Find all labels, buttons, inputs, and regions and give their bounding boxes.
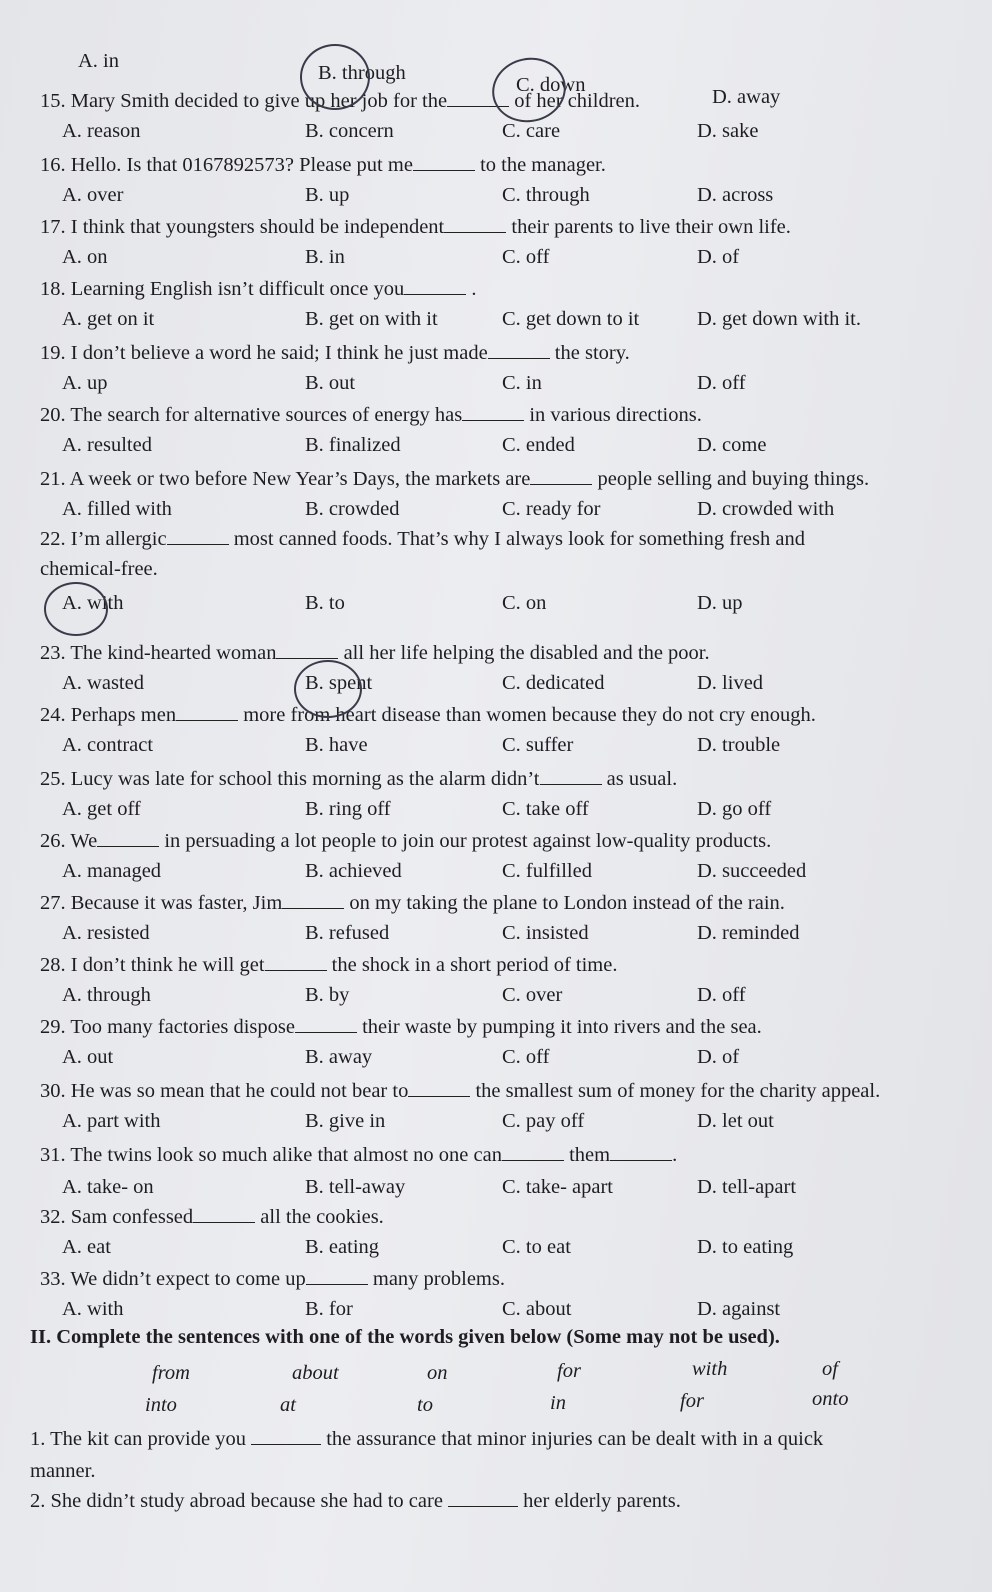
answer-blank[interactable] — [488, 340, 550, 359]
option-b: B. in — [305, 246, 345, 268]
question-text: We didn’t expect to come up — [70, 1268, 306, 1290]
question-text: Because it was faster, Jim — [70, 892, 283, 914]
question-number: 16. — [40, 154, 66, 176]
section-2-item-2 — [30, 1486, 955, 1516]
option-b: B. through — [318, 62, 406, 84]
question-number: 28. — [40, 954, 66, 976]
question-22 — [40, 526, 960, 552]
option-c: C. over — [502, 984, 563, 1006]
question-number: 20. — [40, 404, 66, 426]
question-text: . — [672, 1144, 678, 1166]
question-17 — [40, 214, 960, 240]
word-of: of — [822, 1358, 838, 1380]
option-d: D. trouble — [697, 734, 781, 756]
question-number: 18. — [40, 278, 66, 300]
question-19 — [40, 340, 960, 366]
option-d: D. reminded — [697, 922, 800, 944]
question-28-options — [62, 982, 962, 1008]
option-d: D. up — [697, 592, 743, 614]
answer-blank[interactable] — [306, 1266, 368, 1285]
option-a: A. eat — [62, 1236, 111, 1258]
question-19-options — [62, 370, 962, 396]
option-b: B. away — [305, 1046, 373, 1068]
answer-blank[interactable] — [251, 1426, 321, 1445]
option-c: C. get down to it — [502, 308, 640, 330]
question-28 — [40, 952, 960, 978]
question-text: . — [471, 278, 477, 300]
question-16-options — [62, 182, 962, 208]
option-d: D. against — [697, 1298, 781, 1320]
question-text: their waste by pumping it into rivers and the sea. — [362, 1016, 762, 1038]
question-number: 25. — [40, 768, 66, 790]
question-text: The twins look so much alike that almost no one can — [70, 1144, 502, 1166]
question-30 — [40, 1078, 960, 1104]
word-to: to — [417, 1394, 433, 1416]
option-d: D. get down with it. — [697, 308, 861, 330]
option-b: B. refused — [305, 922, 390, 944]
question-text: them — [569, 1144, 611, 1166]
question-number: 24. — [40, 704, 66, 726]
option-c: C. about — [502, 1298, 572, 1320]
option-a: A. filled with — [62, 498, 172, 520]
question-27-options — [62, 920, 962, 946]
question-18 — [40, 276, 960, 302]
option-c: C. down — [516, 74, 586, 96]
option-b: B. achieved — [305, 860, 402, 882]
question-number: 22. — [40, 528, 66, 550]
option-b: B. concern — [305, 120, 394, 142]
option-c: C. off — [502, 1046, 550, 1068]
question-33-options — [62, 1296, 962, 1322]
question-18-options — [62, 306, 962, 332]
answer-blank[interactable] — [408, 1078, 470, 1097]
pen-circle-mark — [300, 44, 370, 110]
question-number: 21. — [40, 468, 66, 490]
question-text: the shock in a short period of time. — [331, 954, 618, 976]
question-number: 32. — [40, 1206, 66, 1228]
option-d: D. tell-apart — [697, 1176, 797, 1198]
question-text: to the manager. — [480, 154, 606, 176]
question-text: The kind-hearted woman — [70, 642, 277, 664]
option-c: C. insisted — [502, 922, 589, 944]
option-d: D. to eating — [697, 1236, 794, 1258]
answer-blank[interactable] — [448, 1488, 518, 1507]
question-29 — [40, 1014, 960, 1040]
section-2-title: II. Complete the sentences with one of the words given below (Some may not be used). — [30, 1326, 780, 1348]
option-b: B. have — [305, 734, 368, 756]
answer-blank[interactable] — [97, 828, 159, 847]
question-number: 33. — [40, 1268, 66, 1290]
option-c: C. care — [502, 120, 561, 142]
option-c: C. ready for — [502, 498, 601, 520]
option-c: C. off — [502, 246, 550, 268]
word-in: in — [550, 1392, 566, 1414]
question-number: 15. — [40, 90, 66, 112]
option-d: D. across — [697, 184, 774, 206]
word-about: about — [292, 1362, 339, 1384]
option-d: D. succeeded — [697, 860, 807, 882]
option-d: D. off — [697, 372, 746, 394]
question-text: as usual. — [606, 768, 678, 790]
question-text: her elderly parents. — [523, 1490, 681, 1512]
question-number: 19. — [40, 342, 66, 364]
answer-blank[interactable] — [295, 1014, 357, 1033]
question-text: I’m allergic — [70, 528, 167, 550]
answer-blank[interactable] — [540, 766, 602, 785]
pen-circle-mark — [44, 582, 108, 636]
question-31-options — [62, 1174, 962, 1200]
option-a: A. through — [62, 984, 151, 1006]
option-a: A. on — [62, 246, 108, 268]
section-2-item-1 — [30, 1424, 955, 1454]
option-b: B. by — [305, 984, 350, 1006]
answer-blank[interactable] — [530, 466, 592, 485]
question-text: Learning English isn’t difficult once you — [70, 278, 405, 300]
option-a: A. in — [78, 50, 119, 72]
question-text: the story. — [554, 342, 630, 364]
option-b: B. up — [305, 184, 350, 206]
question-text: their parents to live their own life. — [511, 216, 791, 238]
answer-blank[interactable] — [404, 276, 466, 295]
question-number: 23. — [40, 642, 66, 664]
answer-blank[interactable] — [610, 1142, 672, 1161]
option-a: A. managed — [62, 860, 162, 882]
question-text: on my taking the plane to London instead of the rain. — [349, 892, 785, 914]
answer-blank[interactable] — [176, 702, 238, 721]
option-b: B. get on with it — [305, 308, 438, 330]
question-23 — [40, 640, 960, 666]
word-into: into — [145, 1394, 177, 1416]
option-c: C. take off — [502, 798, 589, 820]
question-32-options — [62, 1234, 962, 1260]
answer-blank[interactable] — [282, 890, 344, 909]
question-30-options — [62, 1108, 962, 1134]
question-24-options — [62, 732, 962, 758]
word-at: at — [280, 1394, 296, 1416]
option-c: C. in — [502, 372, 542, 394]
question-text: Hello. Is that 0167892573? Please put me — [70, 154, 413, 176]
answer-blank[interactable] — [265, 952, 327, 971]
question-text: more from heart disease than women because they do not cry enough. — [243, 704, 816, 726]
option-d: D. sake — [697, 120, 759, 142]
option-b: B. for — [305, 1298, 353, 1320]
option-a: A. with — [62, 1298, 124, 1320]
option-a: A. contract — [62, 734, 154, 756]
question-text: A week or two before New Year’s Days, the markets are — [69, 468, 531, 490]
question-27 — [40, 890, 960, 916]
word-on: on — [427, 1362, 448, 1384]
option-b: B. crowded — [305, 498, 400, 520]
question-15-options — [62, 118, 962, 144]
question-text: the smallest sum of money for the charity appeal. — [475, 1080, 881, 1102]
question-text: people selling and buying things. — [597, 468, 870, 490]
answer-blank[interactable] — [444, 214, 506, 233]
question-23-options — [62, 670, 962, 696]
option-b: B. ring off — [305, 798, 391, 820]
question-text: all the cookies. — [260, 1206, 384, 1228]
option-a: A. take- on — [62, 1176, 154, 1198]
question-16 — [40, 152, 960, 178]
question-text: all her life helping the disabled and the poor. — [343, 642, 710, 664]
option-c: C. through — [502, 184, 590, 206]
question-25 — [40, 766, 960, 792]
answer-blank[interactable] — [193, 1204, 255, 1223]
question-text: I think that youngsters should be independent — [70, 216, 445, 238]
word-onto: onto — [812, 1388, 849, 1410]
question-22-continued — [40, 556, 960, 582]
option-c: C. take- apart — [502, 1176, 613, 1198]
question-text: I don’t believe a word he said; I think he just made — [70, 342, 488, 364]
question-text: Perhaps men — [70, 704, 177, 726]
option-a: A. over — [62, 184, 124, 206]
word-for: for — [557, 1360, 581, 1382]
option-a: A. reason — [62, 120, 141, 142]
question-21 — [40, 466, 960, 492]
question-text: We — [70, 830, 98, 852]
option-a: A. up — [62, 372, 108, 394]
question-text: He was so mean that he could not bear to — [70, 1080, 409, 1102]
option-c: C. dedicated — [502, 672, 605, 694]
option-c: C. fulfilled — [502, 860, 592, 882]
question-text: in various directions. — [529, 404, 702, 426]
question-number: 27. — [40, 892, 66, 914]
question-22-options — [62, 590, 962, 616]
question-text: Sam confessed — [70, 1206, 194, 1228]
question-number: 31. — [40, 1144, 66, 1166]
answer-blank[interactable] — [276, 640, 338, 659]
word-with: with — [692, 1358, 728, 1380]
question-33 — [40, 1266, 960, 1292]
question-text: the assurance that minor injuries can be dealt with in a quick — [326, 1428, 824, 1450]
question-21-options — [62, 496, 962, 522]
option-b: B. give in — [305, 1110, 386, 1132]
answer-blank[interactable] — [462, 402, 524, 421]
question-32 — [40, 1204, 960, 1230]
answer-blank[interactable] — [502, 1142, 564, 1161]
option-c: C. on — [502, 592, 547, 614]
question-text: of her children. — [514, 90, 640, 112]
question-20-options — [62, 432, 962, 458]
option-c: C. suffer — [502, 734, 574, 756]
option-b: B. eating — [305, 1236, 380, 1258]
question-text: most canned foods. That’s why I always look for something fresh and — [233, 528, 805, 550]
option-d: D. crowded with — [697, 498, 835, 520]
option-b: B. tell-away — [305, 1176, 406, 1198]
question-text: Too many factories dispose — [70, 1016, 295, 1038]
option-d: D. come — [697, 434, 767, 456]
option-d: D. off — [697, 984, 746, 1006]
option-d: D. away — [712, 86, 781, 108]
option-b: B. to — [305, 592, 345, 614]
question-25-options — [62, 796, 962, 822]
option-d: D. lived — [697, 672, 764, 694]
option-a: A. out — [62, 1046, 114, 1068]
question-29-options — [62, 1044, 962, 1070]
question-text: The search for alternative sources of energy has — [70, 404, 463, 426]
question-number: 17. — [40, 216, 66, 238]
question-text: 1. The kit can provide you — [30, 1428, 246, 1450]
answer-blank[interactable] — [167, 526, 229, 545]
pen-circle-mark — [294, 660, 362, 718]
question-number: 30. — [40, 1080, 66, 1102]
question-number: 26. — [40, 830, 66, 852]
option-b: B. finalized — [305, 434, 401, 456]
option-a: A. part with — [62, 1110, 161, 1132]
option-b: B. spent — [305, 672, 373, 694]
question-17-options — [62, 244, 962, 270]
question-text: Lucy was late for school this morning as the alarm didn’t — [70, 768, 540, 790]
option-d: D. let out — [697, 1110, 774, 1132]
option-a: A. get on it — [62, 308, 155, 330]
word-for-2: for — [680, 1390, 704, 1412]
question-number: 29. — [40, 1016, 66, 1038]
question-26-options — [62, 858, 962, 884]
question-24 — [40, 702, 960, 728]
option-c: C. pay off — [502, 1110, 585, 1132]
option-a: A. get off — [62, 798, 141, 820]
option-b: B. out — [305, 372, 356, 394]
question-text: in persuading a lot people to join our protest against low-quality products. — [164, 830, 772, 852]
question-20 — [40, 402, 960, 428]
question-text: I don’t think he will get — [70, 954, 265, 976]
question-text: 2. She didn’t study abroad because she had to care — [30, 1490, 443, 1512]
option-d: D. go off — [697, 798, 772, 820]
option-a: A. with — [62, 592, 124, 614]
question-text: manner. — [30, 1460, 96, 1482]
question-text: many problems. — [372, 1268, 505, 1290]
option-d: D. of — [697, 1046, 740, 1068]
option-a: A. resulted — [62, 434, 152, 456]
option-a: A. resisted — [62, 922, 150, 944]
question-26 — [40, 828, 960, 854]
option-c: C. ended — [502, 434, 575, 456]
option-a: A. wasted — [62, 672, 144, 694]
answer-blank[interactable] — [413, 152, 475, 171]
word-from: from — [152, 1362, 190, 1384]
question-text: Mary Smith decided to give up her job for the — [70, 90, 448, 112]
section-2-item-1-continued — [30, 1456, 955, 1486]
question-31 — [40, 1142, 960, 1168]
option-d: D. of — [697, 246, 740, 268]
option-c: C. to eat — [502, 1236, 571, 1258]
question-text: chemical-free. — [40, 558, 158, 580]
